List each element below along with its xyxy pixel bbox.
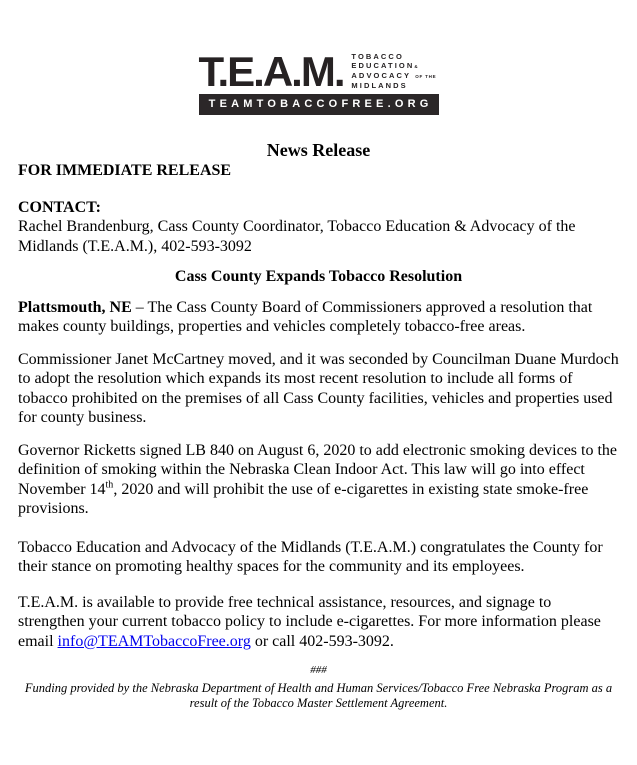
paragraph-lead-text: – The Cass County Board of Commissioners approved a resolution that makes county buildings, properties and vehicles completely tobacco-free areas. xyxy=(18,298,593,335)
release-line: FOR IMMEDIATE RELEASE xyxy=(18,162,232,179)
paragraph-lb840 xyxy=(18,441,619,519)
page-title: News Release xyxy=(266,140,371,160)
paragraph-lb840-text: Governor Ricketts signed LB 840 on August 6, 2020 to add electronic smoking devices to the definition of smoking within the Nebraska Clean Indoor Act. This law will go into effect November 14 xyxy=(18,441,618,498)
ordinal-superscript: th xyxy=(105,479,114,491)
end-mark: ### xyxy=(310,664,327,676)
team-logo-top xyxy=(198,47,439,95)
headline: Cass County Expands Tobacco Resolution xyxy=(174,268,463,285)
contact-label: CONTACT: xyxy=(18,198,101,216)
paragraph-assistance-text: T.E.A.M. is available to provide free technical assistance, resources, and signage to strengthen your current tobacco policy to include e-cigarettes. For more information please email xyxy=(18,593,601,650)
paragraph-lead xyxy=(18,298,619,337)
paragraph-commissioners: Commissioner Janet McCartney moved, and it was seconded by Councilman Duane Murdoch to adopt the resolution which expands its most recent resolution to include all forms of tobacco prohibited on the premises of all Cass County facilities, vehicles and properties used for county business. xyxy=(18,350,619,426)
tagline-line-tobacco: TOBACCO xyxy=(351,52,404,61)
email-link[interactable]: info@TEAMTobaccoFree.org xyxy=(57,632,251,650)
team-logo-tagline xyxy=(351,52,436,90)
tagline-line-advocacy: ADVOCACY OF THE xyxy=(351,71,437,80)
dateline: Plattsmouth, NE xyxy=(18,298,132,316)
contact-text: Rachel Brandenburg, Cass County Coordinator, Tobacco Education & Advocacy of the Midlands (T.E.A.M.), 402-593-3092 xyxy=(18,218,576,255)
paragraph-assistance-text-cont: or call 402-593-3092. xyxy=(250,632,394,650)
paragraph-lb840-text-cont: , 2020 and will prohibit the use of e-cigarettes in existing state smoke-free provisions. xyxy=(18,480,589,517)
team-logo-acronym: T.E.A.M. xyxy=(198,47,344,95)
paragraph-assistance xyxy=(18,593,619,652)
tagline-line-midlands: MIDLANDS xyxy=(351,81,408,90)
tagline-of-the: OF THE xyxy=(415,74,437,79)
tagline-line-education: EDUCATION& xyxy=(351,61,419,70)
paragraph-congrats: Tobacco Education and Advocacy of the Midlands (T.E.A.M.) congratulates the County for their stance on promoting healthy spaces for the community and its employees. xyxy=(18,538,603,575)
team-logo xyxy=(198,47,439,115)
tagline-ampersand: & xyxy=(414,64,419,69)
team-website-banner: TEAMTOBACCOFREE.ORG xyxy=(199,94,439,115)
funding-note: Funding provided by the Nebraska Department of Health and Human Services/Tobacco Free Nebraska Program as a result of the Tobacco Master Settlement Agreement. xyxy=(24,681,613,710)
